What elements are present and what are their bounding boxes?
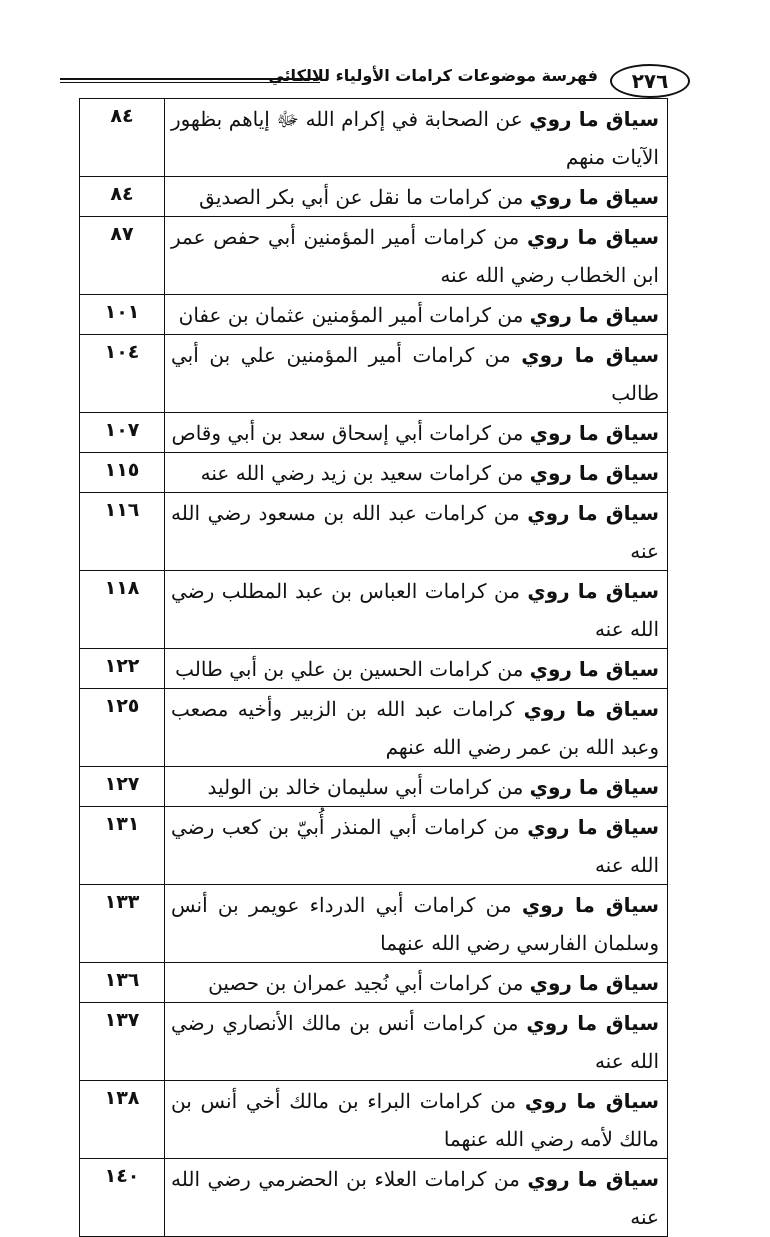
table-row	[80, 335, 668, 413]
entry-text: كرامات عبد الله بن الزبير وأخيه مصعب وعبد الله بن عمر رضي الله عنهم	[171, 697, 659, 759]
entry-text: من كرامات العلاء بن الحضرمي رضي الله عنه	[171, 1167, 659, 1229]
entry-page-number: ٨٤	[80, 177, 165, 217]
entry-text: من كرامات أنس بن مالك الأنصاري رضي الله عنه	[171, 1011, 659, 1073]
header-rule	[60, 78, 320, 83]
entry-lead-text: سياق ما روي	[529, 421, 659, 445]
table-row	[80, 689, 668, 767]
entry-title-cell	[165, 571, 668, 649]
table-row	[80, 1159, 668, 1237]
entry-lead-text: سياق ما روي	[529, 971, 659, 995]
entry-lead-text: سياق ما روي	[526, 1011, 659, 1035]
entry-text: من كرامات أبي نُجيد عمران بن حصين	[208, 971, 524, 995]
entry-lead-text: سياق ما روي	[527, 1167, 659, 1191]
entry-page-number: ١٠٧	[80, 413, 165, 453]
entry-text: من كرامات أبي سليمان خالد بن الوليد	[207, 775, 524, 799]
entry-lead-text: سياق ما روي	[529, 107, 660, 131]
entry-text: من كرامات عبد الله بن مسعود رضي الله عنه	[171, 501, 659, 563]
entry-page-number: ٨٧	[80, 217, 165, 295]
entry-page-number: ١١٨	[80, 571, 165, 649]
entry-title-cell	[165, 807, 668, 885]
entry-lead-text: سياق ما روي	[521, 893, 659, 917]
contents-table	[79, 98, 668, 1237]
entry-text: من كرامات أمير المؤمنين عثمان بن عفان	[178, 303, 524, 327]
entry-title-cell	[165, 177, 668, 217]
entry-text: من كرامات أبي الدرداء عويمر بن أنس وسلمان الفارسي رضي الله عنهما	[171, 893, 659, 955]
entry-page-number: ١٢٥	[80, 689, 165, 767]
contents-table-body	[80, 99, 668, 1237]
entry-title-cell	[165, 963, 668, 1003]
table-row	[80, 767, 668, 807]
entry-lead-text: سياق ما روي	[524, 1089, 660, 1113]
entry-title-cell	[165, 295, 668, 335]
table-row	[80, 1003, 668, 1081]
entry-title-cell	[165, 1159, 668, 1237]
table-row	[80, 217, 668, 295]
entry-title-cell	[165, 413, 668, 453]
entry-title-cell	[165, 767, 668, 807]
entry-page-number: ١٣٣	[80, 885, 165, 963]
table-row	[80, 571, 668, 649]
entry-page-number: ١٠٤	[80, 335, 165, 413]
entry-text: من كرامات أمير المؤمنين أبي حفص عمر ابن الخطاب رضي الله عنه	[171, 225, 659, 287]
entry-text: من كرامات أبي المنذر أُبيّ بن كعب رضي الله عنه	[171, 815, 659, 877]
entry-page-number: ١٢٧	[80, 767, 165, 807]
entry-text: من كرامات الحسين بن علي بن أبي طالب	[175, 657, 524, 681]
table-row	[80, 177, 668, 217]
running-header	[60, 62, 690, 98]
entry-lead-text: سياق ما روي	[521, 343, 660, 367]
entry-title-cell	[165, 493, 668, 571]
entry-title-cell	[165, 335, 668, 413]
entry-lead-text: سياق ما روي	[529, 303, 659, 327]
entry-text: من كرامات أبي إسحاق سعد بن أبي وقاص	[171, 421, 524, 445]
entry-text: عن الصحابة في إكرام الله ﷻ إياهم بظهور الآيات منهم	[171, 107, 659, 169]
entry-title-cell	[165, 1003, 668, 1081]
table-row	[80, 885, 668, 963]
entry-page-number: ١٠١	[80, 295, 165, 335]
entry-text: من كرامات أمير المؤمنين علي بن أبي طالب	[171, 343, 659, 405]
page-number-badge: ٢٧٦	[610, 64, 690, 98]
entry-page-number: ١١٦	[80, 493, 165, 571]
table-row	[80, 807, 668, 885]
entry-lead-text: سياق ما روي	[529, 185, 659, 209]
entry-lead-text: سياق ما روي	[526, 225, 659, 249]
entry-page-number: ١١٥	[80, 453, 165, 493]
entry-page-number: ٨٤	[80, 99, 165, 177]
entry-page-number: ١٢٢	[80, 649, 165, 689]
entry-lead-text: سياق ما روي	[529, 461, 659, 485]
entry-title-cell	[165, 99, 668, 177]
entry-text: من كرامات سعيد بن زيد رضي الله عنه	[200, 461, 524, 485]
table-row	[80, 295, 668, 335]
entry-text: من كرامات العباس بن عبد المطلب رضي الله عنه	[171, 579, 659, 641]
entry-title-cell	[165, 1081, 668, 1159]
entry-text: من كرامات البراء بن مالك أخي أنس بن مالك لأمه رضي الله عنهما	[171, 1089, 659, 1151]
table-row	[80, 649, 668, 689]
table-row	[80, 1081, 668, 1159]
running-header-title: فهرسة موضوعات كرامات الأولياء للالكائي	[268, 66, 598, 85]
table-row	[80, 453, 668, 493]
entry-page-number: ١٣١	[80, 807, 165, 885]
entry-lead-text: سياق ما روي	[529, 775, 659, 799]
entry-lead-text: سياق ما روي	[527, 579, 660, 603]
entry-title-cell	[165, 689, 668, 767]
entry-text: من كرامات ما نقل عن أبي بكر الصديق	[199, 185, 524, 209]
entry-page-number: ١٤٠	[80, 1159, 165, 1237]
entry-lead-text: سياق ما روي	[527, 815, 660, 839]
entry-page-number: ١٣٦	[80, 963, 165, 1003]
entry-title-cell	[165, 453, 668, 493]
entry-page-number: ١٣٨	[80, 1081, 165, 1159]
table-row	[80, 493, 668, 571]
entry-lead-text: سياق ما روي	[529, 657, 659, 681]
entry-title-cell	[165, 649, 668, 689]
table-row	[80, 963, 668, 1003]
entry-title-cell	[165, 217, 668, 295]
entry-page-number: ١٣٧	[80, 1003, 165, 1081]
entry-lead-text: سياق ما روي	[523, 697, 659, 721]
entry-lead-text: سياق ما روي	[527, 501, 660, 525]
entry-title-cell	[165, 885, 668, 963]
table-row	[80, 99, 668, 177]
table-row	[80, 413, 668, 453]
